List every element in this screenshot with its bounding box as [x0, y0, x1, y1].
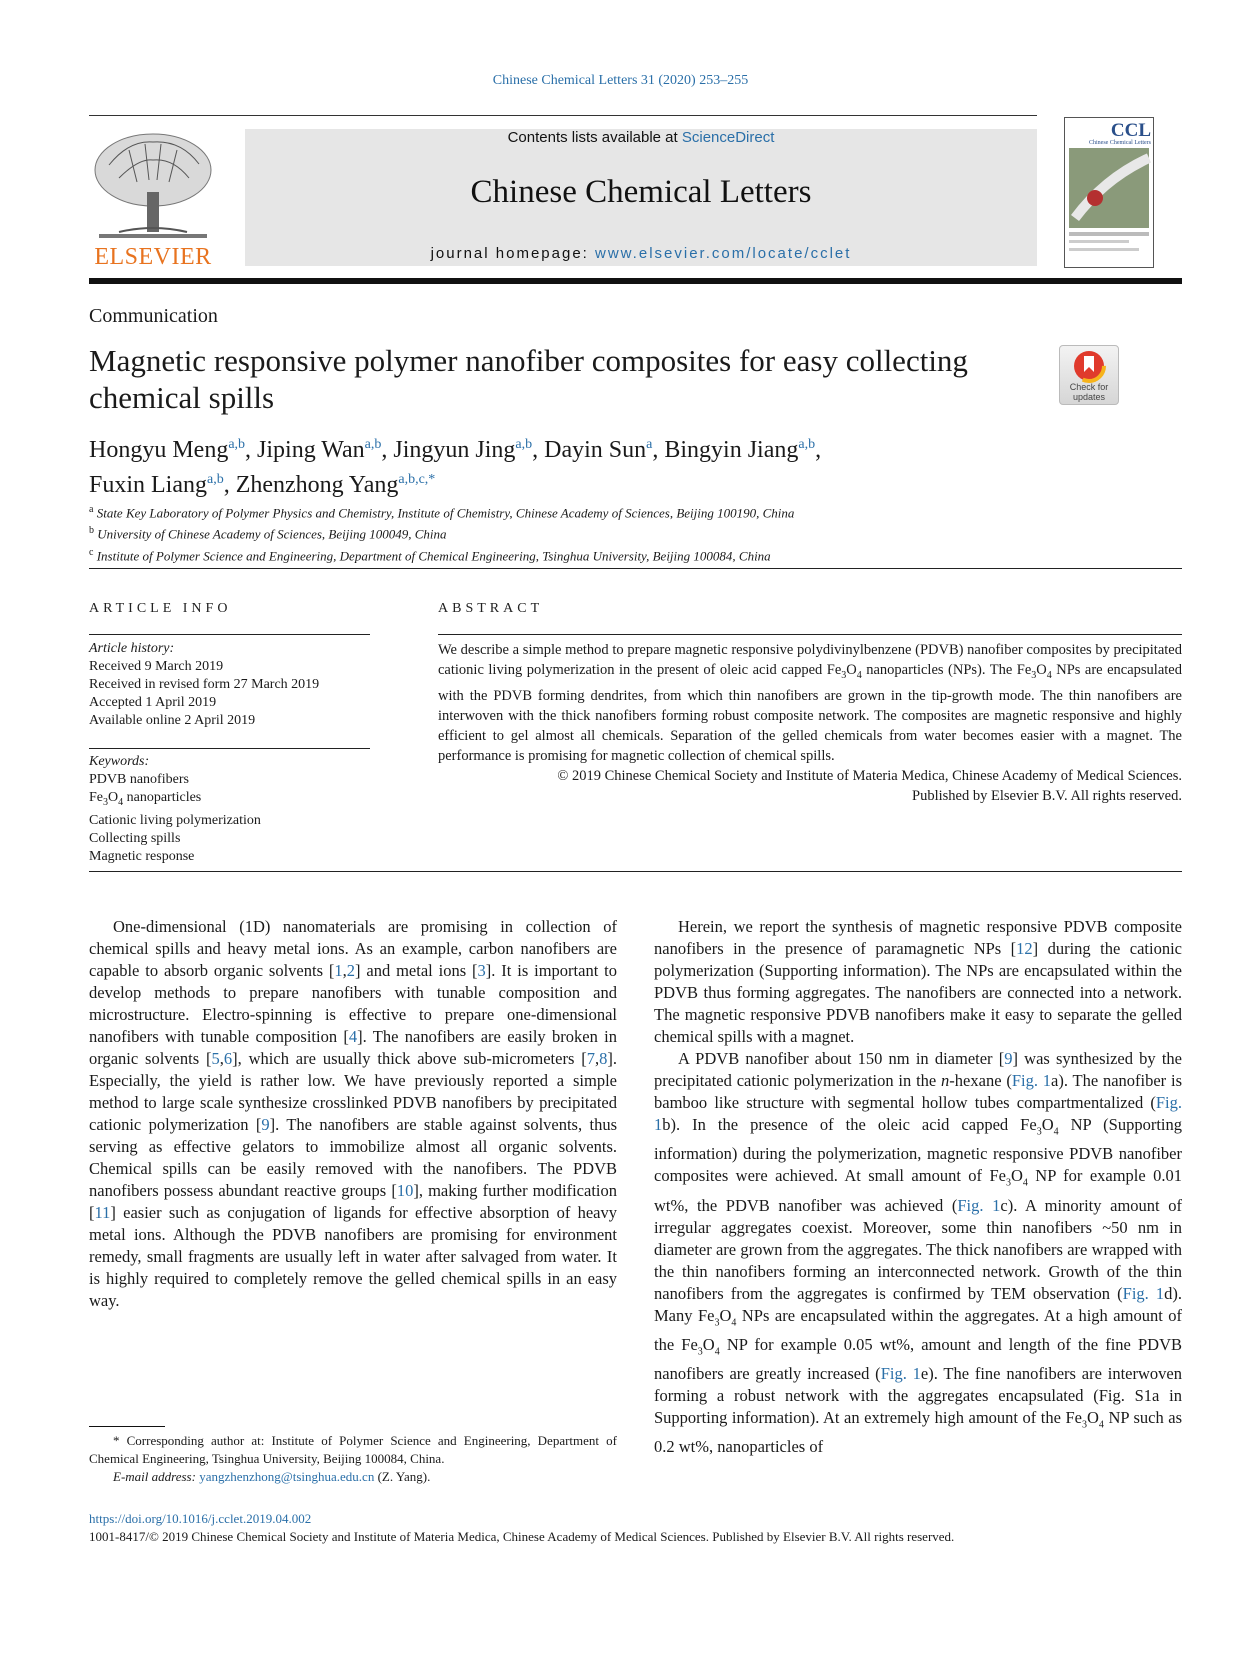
text-run: NP for example 0.01 wt%, the PDVB nanofiber was achieved (	[654, 1166, 1182, 1215]
cover-abbrev: CCL	[1110, 120, 1151, 141]
affiliation-mark: b	[89, 525, 94, 537]
author-affiliation-mark[interactable]: a,b	[228, 437, 246, 452]
abstract-part: We describe a simple method to prepare magnetic responsive polydivinylbenzene (PDVB) nanofiber composites by precipitated cationic living polymerization in the present of oleic acid capped Fe	[438, 642, 1182, 678]
text-run: Herein, we report the synthesis of magnetic responsive PDVB composite nanofibers in the presence of paramagnetic NPs [	[654, 917, 1182, 958]
subscript: 3	[1005, 1177, 1011, 1189]
figure-link[interactable]: Fig. 1	[1011, 1071, 1052, 1090]
text-run: -hexane (	[949, 1071, 1012, 1090]
footnote-rule	[89, 1426, 165, 1427]
citation-link[interactable]: 1	[334, 961, 343, 980]
footnote-email-line	[89, 1468, 617, 1486]
abstract-heading: ABSTRACT	[438, 601, 544, 616]
affiliation-mark: c	[89, 546, 94, 558]
keywords-label: Keywords:	[89, 754, 150, 769]
keyword: Collecting spills	[89, 830, 181, 846]
history-item: Received 9 March 2019	[89, 659, 224, 674]
subscript: 3	[714, 1316, 720, 1328]
text-run: ] was synthesized by the precipitated cationic polymerization in the	[654, 1049, 1183, 1090]
subscript: 4	[731, 1316, 737, 1328]
corresponding-author-footnote	[89, 1432, 617, 1486]
abstract-part: O	[846, 662, 857, 678]
cover-title: Chinese Chemical Letters	[1089, 140, 1151, 146]
body-paragraph	[654, 916, 1182, 1048]
body-paragraph	[654, 1048, 1182, 1458]
affiliation-a	[89, 501, 1089, 522]
subscript: 4	[1053, 1126, 1059, 1138]
history-label: Article history:	[89, 641, 175, 656]
affiliation-text: Institute of Polymer Science and Engineering, Department of Chemical Engineering, Tsinghua University, Beijing 100084, China	[96, 547, 771, 563]
citation-link[interactable]: 2	[346, 961, 356, 980]
citation-link[interactable]: 11	[94, 1203, 111, 1222]
affiliation-text: State Key Laboratory of Polymer Physics and Chemistry, Institute of Chemistry, Chinese Academy of Sciences, Beijing 100190, China	[96, 505, 795, 521]
author-affiliation-mark[interactable]: a,b	[515, 437, 533, 452]
body-column-left	[89, 916, 617, 1312]
journal-homepage-line	[245, 245, 1037, 262]
citation-link[interactable]: 4	[348, 1027, 358, 1046]
abstract-text	[438, 640, 1182, 806]
article-history	[89, 640, 370, 730]
keyword: Magnetic response	[89, 848, 195, 864]
text-run: ], which are usually thick above sub-micrometers [	[232, 1049, 587, 1068]
keywords	[89, 753, 370, 866]
author-name[interactable]: Bingyin Jiang	[664, 437, 799, 463]
copyright-line: © 2019 Chinese Chemical Society and Institute of Materia Medica, Chinese Academy of Medical Sciences.	[557, 767, 1182, 784]
check-for-updates-button[interactable]	[1059, 345, 1119, 405]
text-run: NPs are encapsulated within the aggregates. At a high amount of the Fe	[654, 1305, 1183, 1354]
keyword-part: O	[108, 790, 119, 805]
contents-available-line	[245, 129, 1037, 146]
subscript: 4	[1022, 1177, 1028, 1189]
body-column-right	[654, 916, 1182, 1458]
header-thick-rule	[89, 278, 1182, 284]
text-run: n	[941, 1071, 950, 1090]
contents-prefix: Contents lists available at	[507, 129, 682, 146]
text-run: O	[1010, 1166, 1023, 1186]
figure-link[interactable]: Fig. 1	[654, 1093, 1182, 1134]
check-updates-label: Check for updates	[1069, 382, 1109, 402]
subscript: 4	[856, 669, 862, 681]
article-title: Magnetic responsive polymer nanofiber composites for easy collecting chemical spills	[89, 343, 968, 415]
abstract-rule	[438, 634, 1182, 635]
author-name[interactable]: Jiping Wan	[257, 437, 365, 463]
abstract-part: nanoparticles (NPs). The Fe	[861, 662, 1032, 678]
figure-link[interactable]: Fig. 1	[957, 1195, 1001, 1215]
text-run: One-dimensional (1D) nanomaterials are promising in collection of chemical spills and heavy metal ions. As an example, carbon nanofibers are capable to absorb organic solvents [	[89, 917, 617, 980]
article-info-heading: ARTICLE INFO	[89, 601, 232, 616]
author-list: Hongyu Meng$^{a,b}$, Jiping Wan$^{a,b}$, Jingyun Jing$^{a,b}$, Dayin Sun$^a$, Bingyin Jiang$^{a,b}$, Fuxin Liang$^{a,b}$, Zhenzhong Yang$^{a,b,c,*}$	[89, 437, 822, 498]
author-name[interactable]: Jingyun Jing	[393, 437, 516, 463]
author-affiliation-mark[interactable]: a,b	[798, 437, 816, 452]
history-item: Available online 2 April 2019	[89, 713, 256, 728]
text-run: c). A minority amount of irregular aggregates coexist. Moreover, some thin nanofibers ~50 nm in diameter are grown from the aggregates. The thick nanofibers are wrapped with the thin nanofibers forming an interconnected network. Growth of the thin nanofibers from the aggregates is confirmed by TEM observation (	[654, 1195, 1183, 1303]
citation-link[interactable]: 9	[261, 1115, 270, 1134]
affiliation-mark: a	[89, 504, 94, 515]
figure-link[interactable]: Fig. 1	[1122, 1283, 1165, 1303]
keyword-part: nanoparticles	[123, 790, 202, 805]
text-run: ] easier such as conjugation of ligands for effective absorption of heavy metal ions. Although the PDVB nanofibers are promising for environment remedy, small fragments are usually left in water after salvaged from water. It is highly required to completely remove the gelled chemical spills in an easy way.	[89, 1203, 617, 1310]
author-affiliation-mark[interactable]: a,b	[364, 437, 382, 452]
affiliation-rule	[89, 568, 1182, 569]
tree-icon	[89, 130, 217, 242]
history-item: Received in revised form 27 March 2019	[89, 677, 320, 692]
keyword: PDVB nanofibers	[89, 772, 189, 787]
abstract-part: NPs are encapsulated with the PDVB forming dendrites, from which thin nanofibers are grown in the tip-growth mode. The thin nanofibers are interwoven with the thick nanofibers forming robust composite network. The composites are magnetic responsive and highly efficient to gel almost all chemicals. Separation of the gelled chemicals from water becomes easier with a magnet. The performance is promising for magnetic collection of chemical spills.	[438, 662, 1182, 764]
text-run: NP (Supporting information) during the polymerization, magnetic responsive PDVB nanofiber composites were achieved. At small amount of Fe	[654, 1115, 1182, 1186]
keyword-part: 3	[103, 796, 108, 808]
keyword-part: 4	[118, 796, 124, 808]
text-run: O	[719, 1305, 732, 1325]
homepage-prefix: journal homepage:	[430, 245, 596, 262]
text-run: ]. The nanofibers are easily broken in organic solvents [	[89, 1027, 617, 1068]
text-run: ] and metal ions [	[355, 961, 478, 980]
text-run: ] during the cationic polymerization (Supporting information). The NPs are encapsulated within the PDVB thus forming aggregates. The nanofibers are connected into a network. The magnetic responsive PDVB nanofibers make it easy to separate the gelled chemical spills with a magnet.	[654, 939, 1182, 1046]
abstract-part: O	[1036, 662, 1047, 678]
citation-link[interactable]: 6	[223, 1049, 233, 1068]
journal-cover-thumbnail[interactable]	[1064, 117, 1154, 268]
abstract-copyright	[438, 766, 1182, 806]
author-affiliation-mark[interactable]: a,b,c,*	[398, 472, 436, 487]
copyright-line: Published by Elsevier B.V. All rights reserved.	[912, 787, 1182, 804]
email-label: E-mail address:	[113, 1469, 200, 1484]
info-rule	[89, 634, 370, 635]
text-run: NP such as 0.2 wt%, nanoparticles of	[654, 1408, 1182, 1457]
subscript: 4	[1098, 1419, 1104, 1431]
author-name[interactable]: Zhenzhong Yang	[235, 472, 399, 498]
text-run: ]. The nanofibers are stable against solvents, thus serving as effective gelators to immobilize almost all organic solvents. Chemical spills can be easily removed with the nanofibers. The PDVB nanofibers possess abundant reactive groups [	[89, 1115, 617, 1200]
text-run: ], making further modification [	[89, 1181, 617, 1222]
author-affiliation-mark[interactable]: a,b	[207, 472, 224, 487]
text-run: A PDVB nanofiber about 150 nm in diameter [	[678, 1049, 1005, 1068]
journal-name: Chinese Chemical Letters	[470, 174, 812, 210]
footnote-text: * Corresponding author at: Institute of Polymer Science and Engineering, Department of Chemical Engineering, Tsinghua University, Beijing 100084, China.	[89, 1433, 617, 1466]
citation-link[interactable]: 12	[1016, 939, 1033, 958]
bookmark-badge-icon	[1060, 346, 1118, 386]
citation-link[interactable]: 3	[477, 961, 486, 980]
text-run: NP for example 0.05 wt%, amount and length of the fine PDVB nanofibers are greatly increased (	[654, 1334, 1182, 1384]
info-rule	[89, 748, 370, 749]
text-run: O	[1041, 1115, 1054, 1134]
keyword-part: Fe	[89, 790, 103, 805]
affiliations	[89, 501, 1089, 565]
text-run: O	[702, 1334, 715, 1354]
affiliation-c	[89, 544, 1089, 565]
affiliation-text: University of Chinese Academy of Sciences, Beijing 100049, China	[97, 526, 447, 542]
keyword	[89, 789, 370, 812]
text-run: a). The nanofiber is bamboo like structure with segmental hollow tubes compartmentalized (	[654, 1071, 1182, 1112]
citation-link[interactable]: 10	[396, 1181, 414, 1200]
citation-link[interactable]: 5	[211, 1049, 220, 1068]
keyword: Cationic living polymerization	[89, 812, 261, 828]
author-name[interactable]: Hongyu Meng	[89, 437, 229, 463]
sciencedirect-link[interactable]: ScienceDirect	[681, 129, 775, 146]
body-paragraph: One-dimensional (1D) nanomaterials are promising in collection of chemical spills and heavy metal ions. As an example, carbon nanofibers are capable to absorb organic solvents [1,2] and metal ions [3]. It is important to develop methods to prepare nanofibers with tunable composition and microstructure. Electro-spinning is effective to prepare one-dimensional nanofibers with tunable composition [4]. The nanofibers are easily broken in organic solvents [5,6], which are usually thick above sub-micrometers [7,8]. Especially, the yield is rather low. We have previously reported a simple method to large scale synthesize crosslinked PDVB nanofibers by precipitated cationic polymerization [9]. The nanofibers are stable against solvents, thus serving as effective gelators to immobilize almost all organic solvents. Chemical spills can be easily removed with the nanofibers. The PDVB nanofibers possess abundant reactive groups [10], making further modification [11] easier such as conjugation of ligands for effective absorption of heavy metal ions. Although the PDVB nanofibers are promising for environment remedy, small fragments are usually left in water after salvaged from water. It is highly required to completely remove the gelled chemical spills in an easy way.	[89, 917, 618, 1310]
text-run: O	[1087, 1408, 1099, 1428]
text-run: ]. It is important to develop methods to prepare nanofibers with tunable composition and microstructure. Electro-spinning is effective to prepare one-dimensional nanofibers with tunable composition [	[89, 961, 618, 1046]
citation-link[interactable]: 8	[599, 1049, 608, 1068]
doi-link[interactable]: https://doi.org/10.1016/j.cclet.2019.04.002	[89, 1511, 312, 1526]
text-run: e). The fine nanofibers are interwoven forming a robust network with the aggregates encapsulated (Fig. S1a in Supporting information). At an extremely high amount of the Fe	[654, 1364, 1182, 1428]
subscript: 3	[1082, 1419, 1087, 1431]
citation-link[interactable]: 9	[1004, 1049, 1013, 1068]
subscript: 4	[714, 1346, 720, 1358]
figure-link[interactable]: Fig. 1	[880, 1364, 921, 1384]
affiliation-b	[89, 522, 1089, 543]
subscript: 3	[1031, 669, 1037, 681]
author-name[interactable]: Dayin Sun	[544, 437, 647, 463]
text-run: d). Many Fe	[654, 1283, 1183, 1325]
elsevier-wordmark: ELSEVIER	[94, 244, 212, 270]
email-suffix: (Z. Yang).	[374, 1469, 431, 1484]
email-link[interactable]: yangzhenzhong@tsinghua.edu.cn	[199, 1469, 375, 1484]
subscript: 3	[841, 669, 847, 681]
author-name[interactable]: Fuxin Liang	[89, 472, 207, 498]
text-run: ]. Especially, the yield is rather low. We have previously reported a simple method to large scale synthesize crosslinked PDVB nanofibers by precipitated cationic polymerization [	[89, 1049, 617, 1134]
issn-copyright: 1001-8417/© 2019 Chinese Chemical Society and Institute of Materia Medica, Chinese Academy of Medical Sciences. Published by Elsevier B.V. All rights reserved.	[89, 1529, 955, 1544]
history-item: Accepted 1 April 2019	[89, 695, 217, 710]
subscript: 3	[1036, 1126, 1042, 1138]
citation-link[interactable]: 7	[586, 1049, 595, 1068]
subscript: 4	[1046, 669, 1052, 681]
section-rule	[89, 871, 1182, 872]
text-run: b). In the presence of the oleic acid capped Fe	[662, 1115, 1037, 1134]
journal-citation[interactable]: Chinese Chemical Letters 31 (2020) 253–255	[492, 73, 749, 88]
author-affiliation-mark[interactable]: a	[646, 437, 653, 452]
header-rule	[89, 115, 1037, 116]
homepage-link[interactable]: www.elsevier.com/locate/cclet	[595, 245, 852, 262]
article-type: Communication	[89, 305, 218, 327]
subscript: 3	[697, 1346, 703, 1358]
